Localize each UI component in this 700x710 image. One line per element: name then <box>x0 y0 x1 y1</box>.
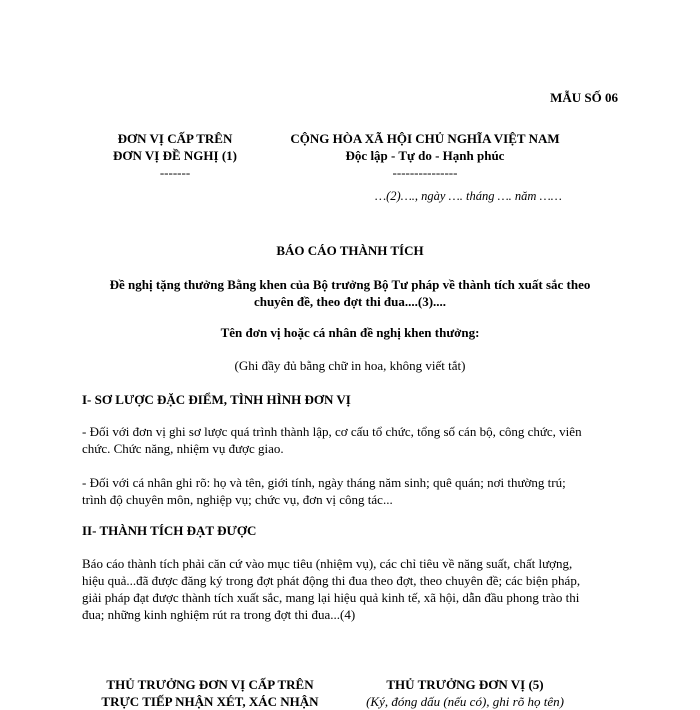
signature-superior-line1: THỦ TRƯỞNG ĐƠN VỊ CẤP TRÊN <box>106 677 314 692</box>
national-header <box>270 130 580 181</box>
section1-individual-paragraph <box>82 474 622 508</box>
subtitle-line1: Đề nghị tặng thưởng Bằng khen của Bộ trưởng Bộ Tư pháp về thành tích xuất sắc theo <box>109 277 591 292</box>
section1-heading: I- SƠ LƯỢC ĐẶC ĐIỂM, TÌNH HÌNH ĐƠN VỊ <box>82 392 351 407</box>
section2-heading: II- THÀNH TÍCH ĐẠT ĐƯỢC <box>82 523 257 538</box>
section1-p2-line1: - Đối với cá nhân ghi rõ: họ và tên, giới tính, ngày tháng năm sinh; quê quán; nơi thường trú; <box>82 475 566 490</box>
section2-line2: hiệu quả...đã được đăng ký trong đợt phát động thi đua theo đợt, theo chuyên đề; các biện pháp, <box>82 573 581 588</box>
issuing-unit-divider: ------- <box>159 165 191 180</box>
issuing-unit-line1: ĐƠN VỊ CẤP TRÊN <box>117 131 233 146</box>
section2-line4: đua; những kinh nghiệm rút ra trong đợt thi đua...(4) <box>82 607 356 622</box>
document-subtitle <box>60 276 640 310</box>
section1-p1-line2: chức. Chức năng, nhiệm vụ được giao. <box>82 441 284 456</box>
document-title: BÁO CÁO THÀNH TÍCH <box>276 243 424 258</box>
section2-line1: Báo cáo thành tích phải căn cứ vào mục tiêu (nhiệm vụ), các chỉ tiêu về năng suất, chất lượng, <box>82 556 573 571</box>
subtitle-line2: chuyên đề, theo đợt thi đua....(3).... <box>253 294 447 309</box>
section1-p2-line2: trình độ chuyên môn, nghiệp vụ; chức vụ, đơn vị công tác... <box>82 492 393 507</box>
issuing-unit-line2: ĐƠN VỊ ĐỀ NGHỊ (1) <box>113 148 237 163</box>
national-divider: --------------- <box>392 165 458 180</box>
signature-unit-head-line1: THỦ TRƯỞNG ĐƠN VỊ (5) <box>386 677 544 692</box>
signature-unit-head-line2: (Ký, đóng dấu (nếu có), ghi rõ họ tên) <box>366 694 564 709</box>
form-number: MẪU SỐ 06 <box>550 90 618 105</box>
section2-line3: giải pháp đạt được thành tích xuất sắc, mang lại hiệu quả kinh tế, xã hội, dẫn đầu phong trào thi <box>82 590 580 605</box>
signature-superior <box>70 676 350 710</box>
issuing-unit-header <box>95 130 255 181</box>
nominee-label: Tên đơn vị hoặc cá nhân đề nghị khen thưởng: <box>220 325 480 340</box>
signature-superior-line2: TRỰC TIẾP NHẬN XÉT, XÁC NHẬN <box>101 694 319 709</box>
section1-p1-line1: - Đối với đơn vị ghi sơ lược quá trình thành lập, cơ cấu tổ chức, tổng số cán bộ, công chức, viên <box>82 424 582 439</box>
nominee-note: (Ghi đầy đủ bằng chữ in hoa, không viết tắt) <box>234 358 466 373</box>
signature-unit-head <box>330 676 600 710</box>
place-date-line: …(2)…., ngày …. tháng …. năm …… <box>375 189 562 203</box>
national-title: CỘNG HÒA XÃ HỘI CHỦ NGHĨA VIỆT NAM <box>290 131 560 146</box>
section1-unit-paragraph <box>82 423 622 457</box>
national-motto: Độc lập - Tự do - Hạnh phúc <box>345 148 505 163</box>
section2-paragraph <box>82 555 622 623</box>
